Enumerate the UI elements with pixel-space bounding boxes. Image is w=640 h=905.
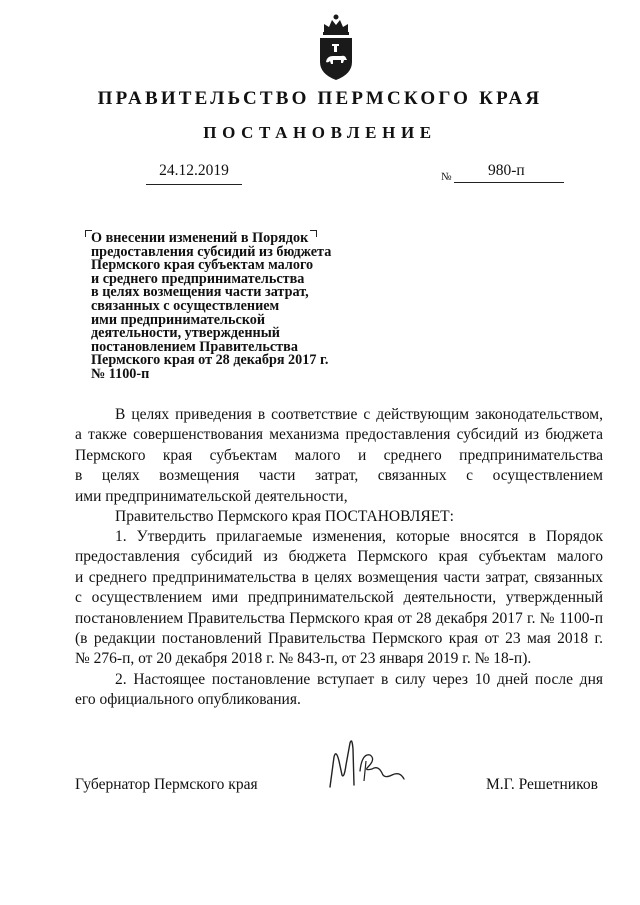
date-field: [146, 162, 242, 180]
subject-line: ими предпринимательской: [91, 311, 266, 328]
body-line: предоставления субсидий из бюджета Пермского края субъектам малого: [75, 548, 603, 566]
subject-line: Пермского края от 28 декабря 2017 г.: [91, 352, 329, 369]
body-line: и среднего предпринимательства в целях возмещения части затрат, связанных: [75, 568, 603, 586]
resolves-line: Правительство Пермского края ПОСТАНОВЛЯЕТ:: [115, 508, 454, 525]
body-line: с осуществлением ими предпринимательской деятельности, утвержденный: [75, 589, 603, 607]
body-line: Пермского края субъектам малого и среднего предпринимательства: [75, 446, 603, 464]
body-line: 2. Настоящее постановление вступает в силу через 10 дней после дня: [115, 671, 603, 688]
subject-line: и среднего предпринимательства: [91, 270, 305, 287]
signature-icon: [326, 735, 406, 795]
body-line: постановлением Правительства Пермского края от 28 декабря 2017 г. № 1100-п: [75, 609, 603, 627]
subject-line: Пермского края субъектам малого: [91, 257, 314, 274]
document-date: 24.12.2019: [159, 162, 229, 179]
subject-line: деятельности, утвержденный: [91, 325, 280, 342]
subject-line: О внесении изменений в Порядок: [91, 230, 309, 246]
preamble-paragraph: [75, 405, 603, 507]
signer-position: Губернатор Пермского края: [75, 776, 258, 793]
subject-line: предоставления субсидий из бюджета: [91, 243, 332, 260]
number-underline: [454, 182, 564, 183]
organization-title: ПРАВИТЕЛЬСТВО ПЕРМСКОГО КРАЯ: [97, 88, 543, 109]
body-line: ими предпринимательской деятельности,: [75, 487, 348, 505]
item-1-paragraph: [75, 527, 603, 670]
body-line: его официального опубликования.: [75, 691, 301, 709]
document-number: 980-п: [488, 162, 525, 179]
resolves-paragraph: [75, 507, 603, 527]
body-line: (в редакции постановлений Правительства Пермского края от 23 мая 2018 г.: [75, 629, 603, 647]
subject-line: в целях возмещения части затрат,: [91, 284, 309, 301]
date-underline: [146, 184, 242, 185]
subject-line: № 1100-п: [91, 365, 150, 382]
body-line: № 276-п, от 20 декабря 2018 г. № 843-п, от 23 января 2019 г. № 18-п).: [75, 650, 532, 668]
number-sign: №: [441, 171, 452, 183]
body-line: а также совершенствования механизма предоставления субсидий из бюджета: [75, 426, 603, 444]
body-line: в целях возмещения части затрат, связанных с осуществлением: [75, 467, 603, 485]
document-type: ПОСТАНОВЛЕНИЕ: [203, 123, 437, 142]
document-subject: [91, 232, 361, 382]
signer-name: М.Г. Решетников: [486, 776, 598, 793]
subject-line: связанных с осуществлением: [91, 297, 280, 314]
body-line: 1. Утвердить прилагаемые изменения, которые вносятся в Порядок: [115, 528, 603, 545]
body-line: В целях приведения в соответствие с действующим законодательством,: [115, 406, 603, 423]
coat-of-arms-icon: [314, 12, 358, 82]
subject-line: постановлением Правительства: [91, 338, 298, 355]
item-2-paragraph: [75, 670, 603, 711]
